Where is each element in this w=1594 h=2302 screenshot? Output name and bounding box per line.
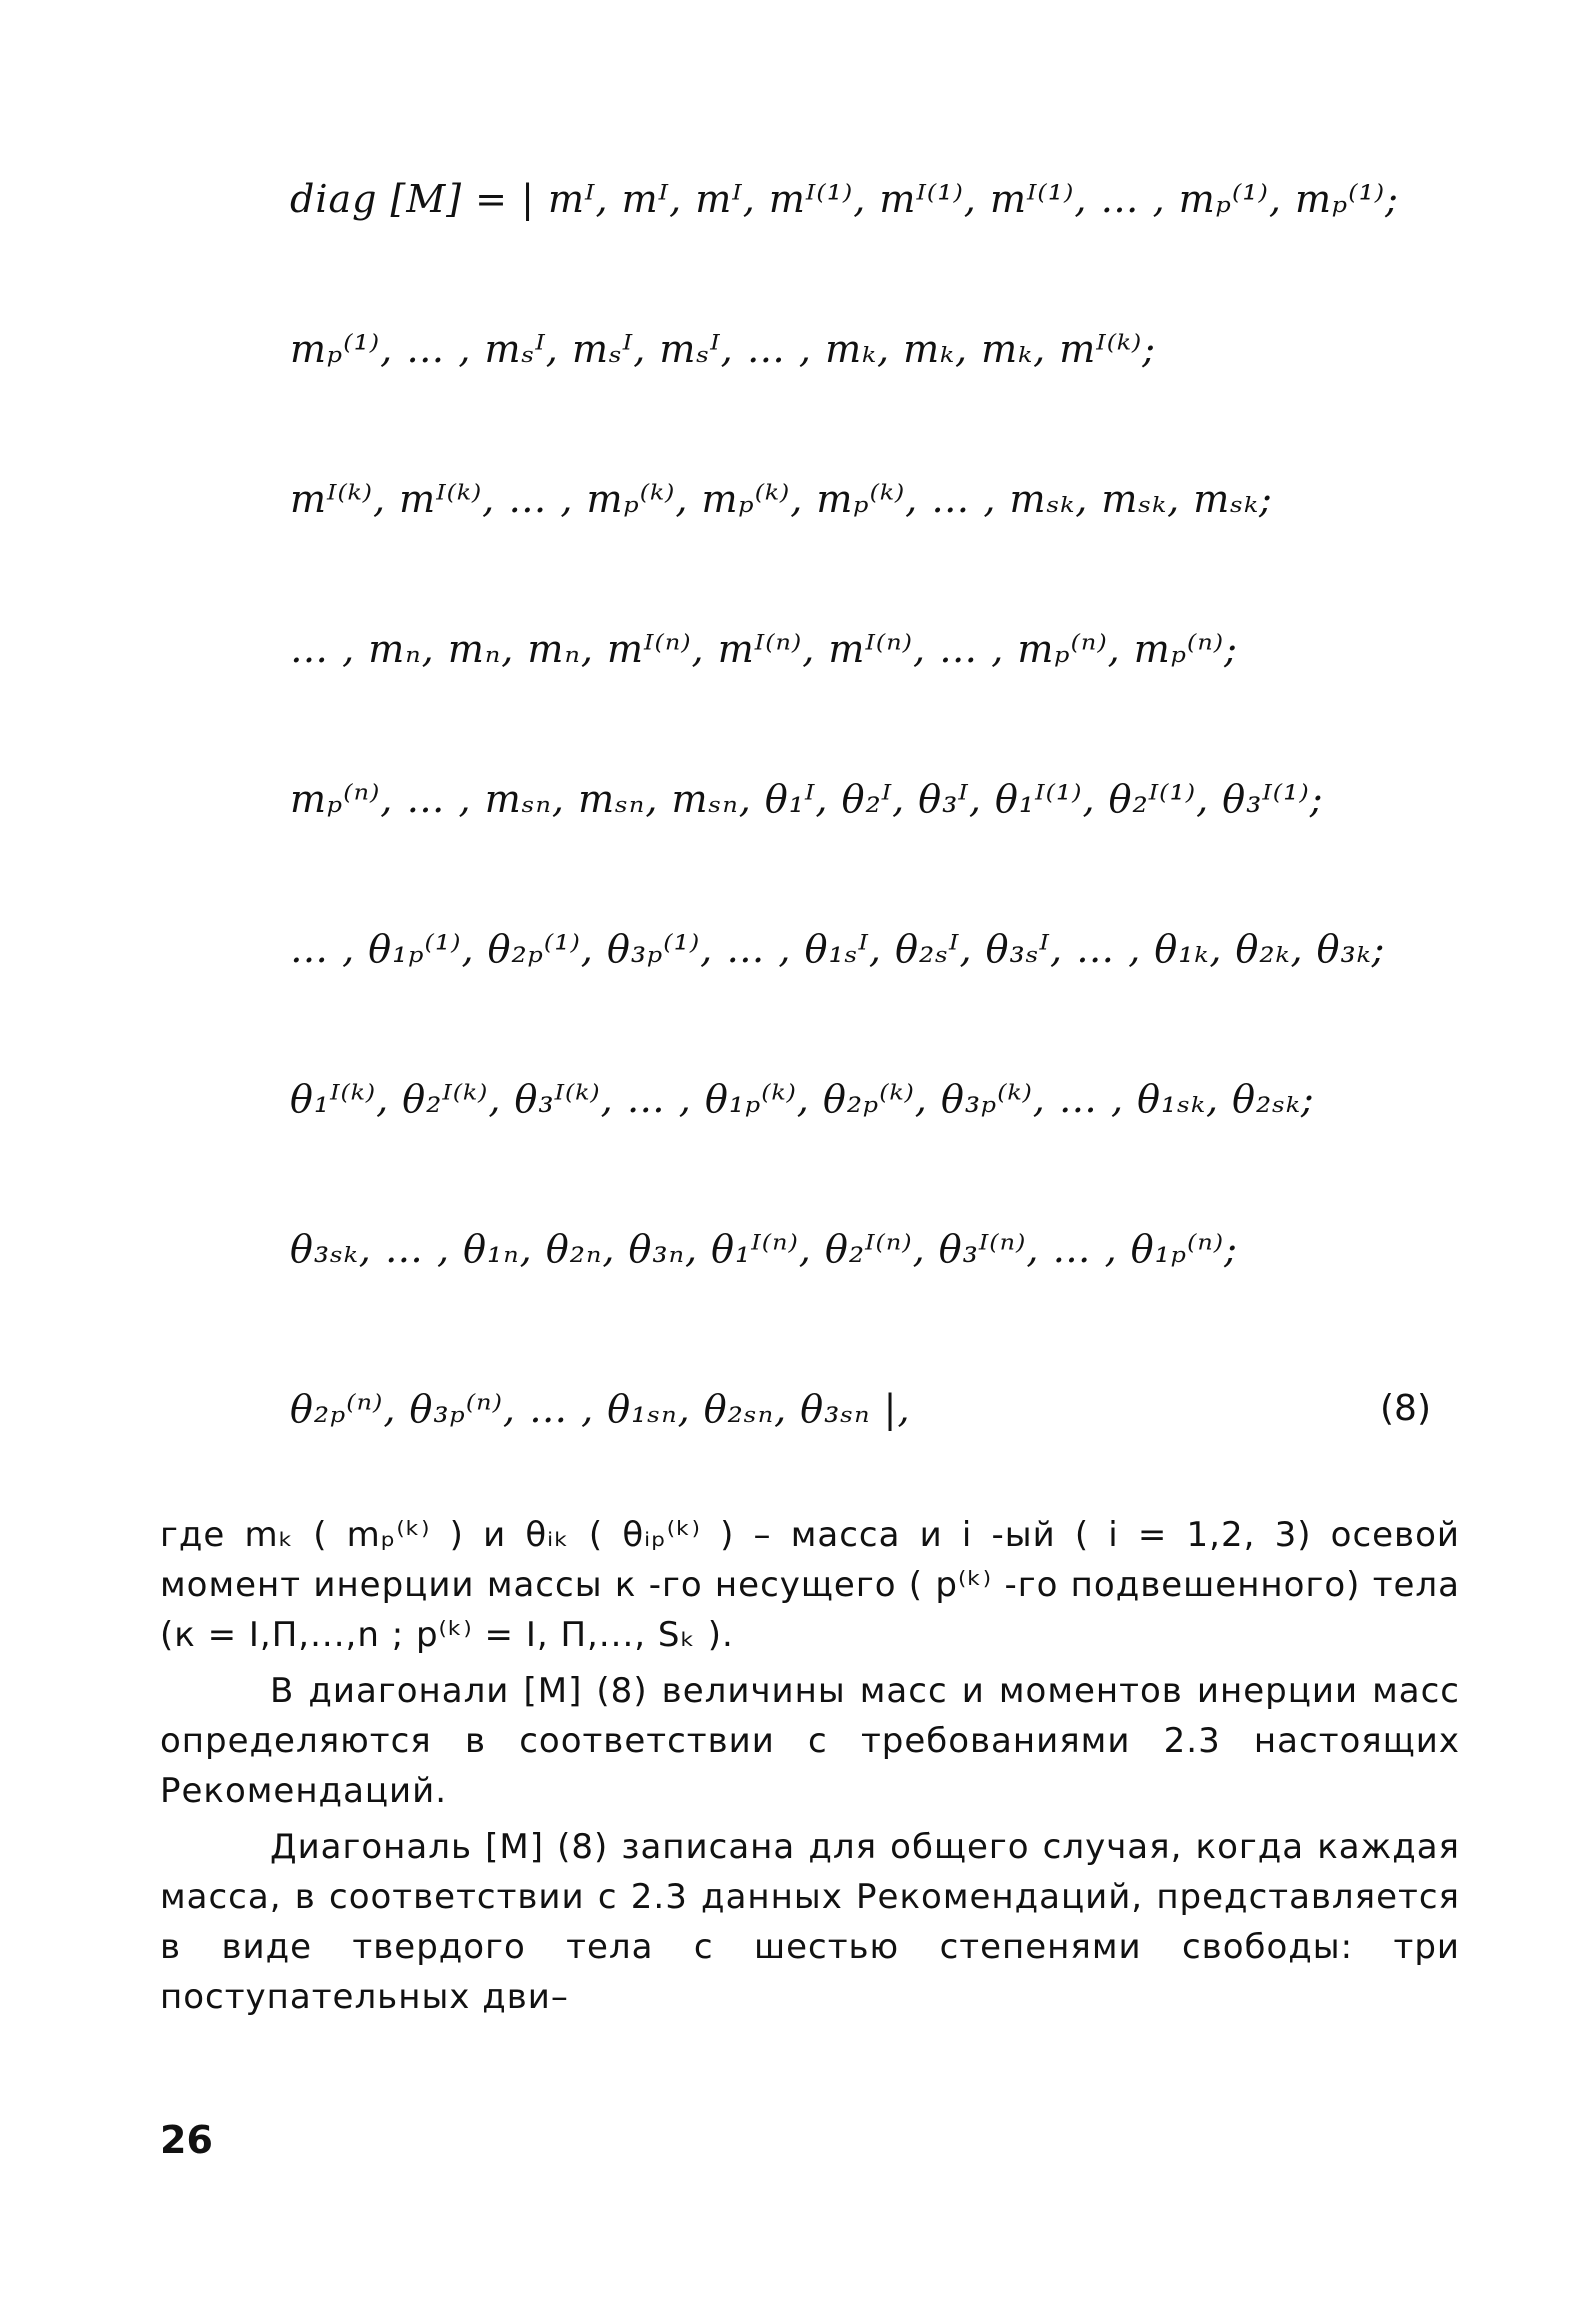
formula-line: θ₃ₛₖ, … , θ₁ₙ, θ₂ₙ, θ₃ₙ, θ₁ᴵ⁽ⁿ⁾, θ₂ᴵ⁽ⁿ⁾, θ₃ᴵ⁽ⁿ⁾, … , θ₁ₚ⁽ⁿ⁾;	[290, 1227, 1238, 1271]
formula-line: mₚ⁽ⁿ⁾, … , mₛₙ, mₛₙ, mₛₙ, θ₁ᴵ, θ₂ᴵ, θ₃ᴵ, θ₁ᴵ⁽¹⁾, θ₂ᴵ⁽¹⁾, θ₃ᴵ⁽¹⁾;	[290, 777, 1324, 821]
formula-line: … , mₙ, mₙ, mₙ, mᴵ⁽ⁿ⁾, mᴵ⁽ⁿ⁾, mᴵ⁽ⁿ⁾, … , mₚ⁽ⁿ⁾, mₚ⁽ⁿ⁾;	[290, 627, 1238, 671]
paragraph-diagonal-values: В диагонали [M] (8) величины масс и моментов инерции масс определяются в соответствии с требованиями 2.3 настоящих Рекомендаций.	[160, 1671, 1460, 1811]
body-text	[160, 1510, 1460, 2022]
formula-line: θ₁ᴵ⁽ᵏ⁾, θ₂ᴵ⁽ᵏ⁾, θ₃ᴵ⁽ᵏ⁾, … , θ₁ₚ⁽ᵏ⁾, θ₂ₚ⁽ᵏ⁾, θ₃ₚ⁽ᵏ⁾, … , θ₁ₛₖ, θ₂ₛₖ;	[290, 1077, 1315, 1121]
equation-number: (8)	[1380, 1388, 1431, 1429]
paragraph-definitions: где mₖ ( mₚ⁽ᵏ⁾ ) и θᵢₖ ( θᵢₚ⁽ᵏ⁾ ) – масса и i -ый ( i = 1,2, 3) осевой момент инерции массы к -го несущего ( p⁽ᵏ⁾ -го подвешенного) тела (к = I,П,...,n ; p⁽ᵏ⁾ = I, П,..., Sₖ ).	[160, 1515, 1460, 1655]
paragraph-general-case: Диагональ [M] (8) записана для общего случая, когда каждая масса, в соответствии с 2.3 данных Рекомендаций, представляется в виде твердого тела с шестью степенями свободы: три поступательных дви–	[160, 1827, 1460, 2017]
formula-line: θ₂ₚ⁽ⁿ⁾, θ₃ₚ⁽ⁿ⁾, … , θ₁ₛₙ, θ₂ₛₙ, θ₃ₛₙ |,	[290, 1387, 911, 1431]
formula-line: mᴵ⁽ᵏ⁾, mᴵ⁽ᵏ⁾, … , mₚ⁽ᵏ⁾, mₚ⁽ᵏ⁾, mₚ⁽ᵏ⁾, … , mₛₖ, mₛₖ, mₛₖ;	[290, 477, 1273, 521]
formula-line: diag [M] = | mᴵ, mᴵ, mᴵ, mᴵ⁽¹⁾, mᴵ⁽¹⁾, mᴵ⁽¹⁾, … , mₚ⁽¹⁾, mₚ⁽¹⁾;	[290, 177, 1399, 221]
page-number: 26	[160, 2118, 213, 2162]
formula-line: … , θ₁ₚ⁽¹⁾, θ₂ₚ⁽¹⁾, θ₃ₚ⁽¹⁾, … , θ₁ₛᴵ, θ₂ₛᴵ, θ₃ₛᴵ, … , θ₁ₖ, θ₂ₖ, θ₃ₖ;	[290, 927, 1386, 971]
formula-line: mₚ⁽¹⁾, … , mₛᴵ, mₛᴵ, mₛᴵ, … , mₖ, mₖ, mₖ, mᴵ⁽ᵏ⁾;	[290, 327, 1157, 371]
